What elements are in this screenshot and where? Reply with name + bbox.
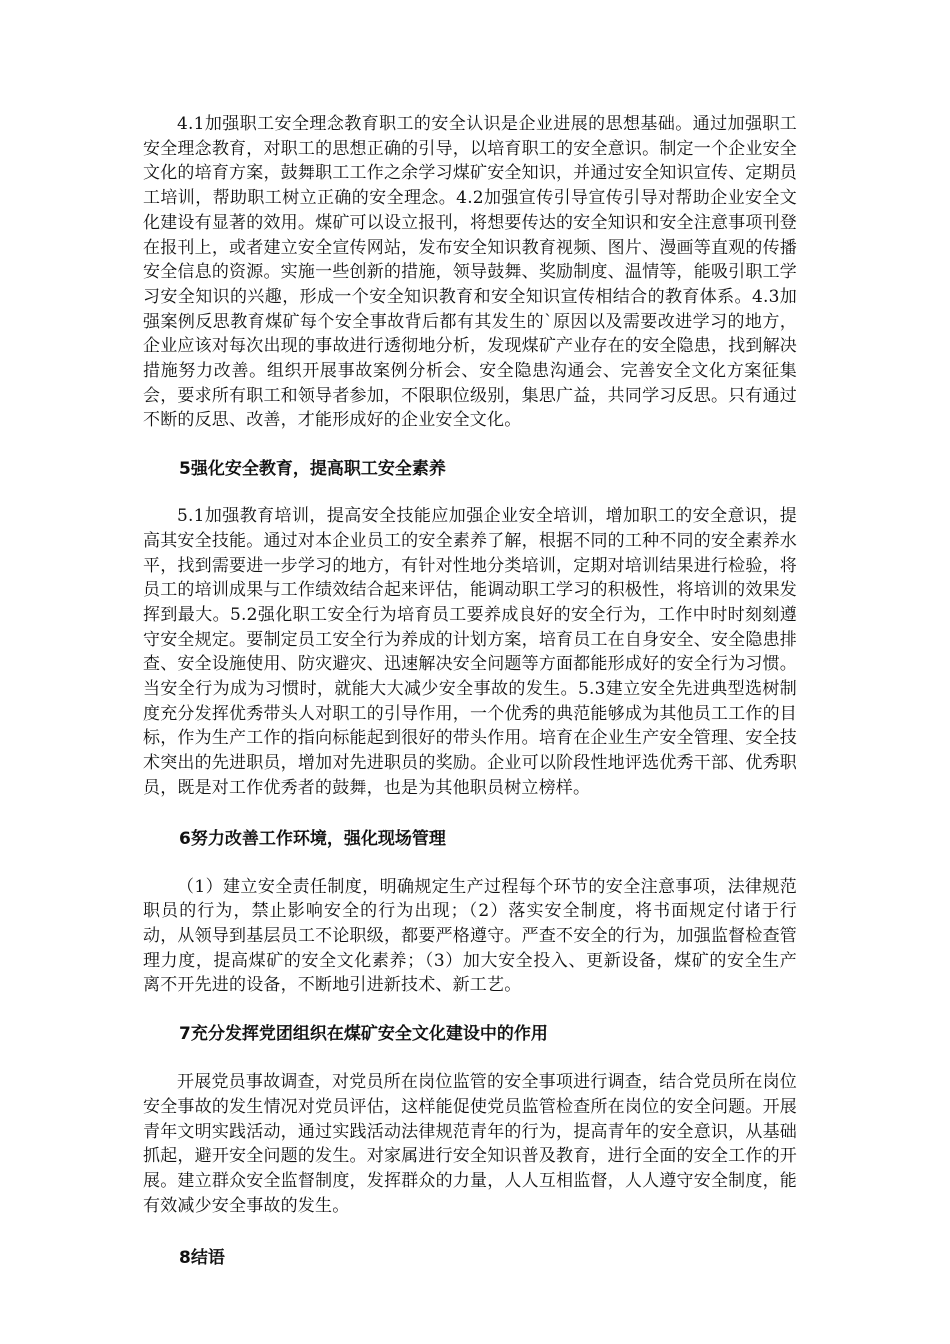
paragraph-section-7: 开展党员事故调查，对党员所在岗位监管的安全事项进行调查，结合党员所在岗位安全事故的发生情况对党员评估，这样能促使党员监管检查所在岗位的安全问题。开展青年文明实践活动，通过实践活动法律规范青年的行为，提高青年的安全意识，从基础抓起，避开安全问题的发生。对家属进行安全知识普及教育，进行全面的安全工作的开展。建立群众安全监督制度，发挥群众的力量，人人互相监督，人人遵守安全制度，能有效减少安全事故的发生。 bbox=[143, 1072, 797, 1216]
heading-section-8: 8结语 bbox=[179, 1248, 225, 1269]
heading-section-5: 5强化安全教育，提高职工安全素养 bbox=[179, 459, 446, 480]
paragraph-section-5: 5.1加强教育培训，提高安全技能应加强企业安全培训，增加职工的安全意识，提高其安全技能。通过对本企业员工的安全素养了解，根据不同的工种不同的安全素养水平，找到需要进一步学习的地方，有针对性地分类培训，定期对培训结果进行检验，将员工的培训成果与工作绩效结合起来评估，能调动职工学习的积极性，将培训的效果发挥到最大。5.2强化职工安全行为培育员工要养成良好的安全行为，工作中时时刻刻遵守安全规定。要制定员工安全行为养成的计划方案，培育员工在自身安全、安全隐患排查、安全设施使用、防灾避灾、迅速解决安全问题等方面都能形成好的安全行为习惯。当安全行为成为习惯时，就能大大减少安全事故的发生。5.3建立安全先进典型选树制度充分发挥优秀带头人对职工的引导作用，一个优秀的典范能够成为其他员工工作的目标，作为生产工作的指向标能起到很好的带头作用。培育在企业生产安全管理、安全技术突出的先进职员，增加对先进职员的奖励。企业可以阶段性地评选优秀干部、优秀职员，既是对工作优秀者的鼓舞，也是为其他职员树立榜样。 bbox=[143, 506, 797, 798]
paragraph-section-4: 4.1加强职工安全理念教育职工的安全认识是企业进展的思想基础。通过加强职工安全理念教育，对职工的思想正确的引导，以培育职工的安全意识。制定一个企业安全文化的培育方案，鼓舞职工工作之余学习煤矿安全知识，并通过安全知识宣传、定期员工培训，帮助职工树立正确的安全理念。4.2加强宣传引导宣传引导对帮助企业安全文化建设有显著的效用。煤矿可以设立报刊，将想要传达的安全知识和安全注意事项刊登在报刊上，或者建立安全宣传网站，发布安全知识教育视频、图片、漫画等直观的传播安全信息的资源。实施一些创新的措施，领导鼓舞、奖励制度、温情等，能吸引职工学习安全知识的兴趣，形成一个安全知识教育和安全知识宣传相结合的教育体系。4.3加强案例反思教育煤矿每个安全事故背后都有其发生的`原因以及需要改进学习的地方，企业应该对每次出现的事故进行透彻地分析，发现煤矿产业存在的安全隐患，找到解决措施努力改善。组织开展事故案例分析会、安全隐患沟通会、完善安全文化方案征集会，要求所有职工和领导者参加，不限职位级别，集思广益，共同学习反思。只有通过不断的反思、改善，才能形成好的企业安全文化。 bbox=[143, 114, 797, 431]
heading-section-6: 6努力改善工作环境，强化现场管理 bbox=[179, 828, 446, 849]
heading-section-7: 7充分发挥党团组织在煤矿安全文化建设中的作用 bbox=[179, 1024, 548, 1045]
paragraph-section-6: （1）建立安全责任制度，明确规定生产过程每个环节的安全注意事项，法律规范职员的行为，禁止影响安全的行为出现；（2）落实安全制度，将书面规定付诸于行动，从领导到基层员工不论职级，都要严格遵守。严查不安全的行为，加强监督检查管理力度，提高煤矿的安全文化素养；（3）加大安全投入、更新设备，煤矿的安全生产离不开先进的设备，不断地引进新技术、新工艺。 bbox=[143, 876, 797, 996]
document-page bbox=[143, 112, 797, 1270]
